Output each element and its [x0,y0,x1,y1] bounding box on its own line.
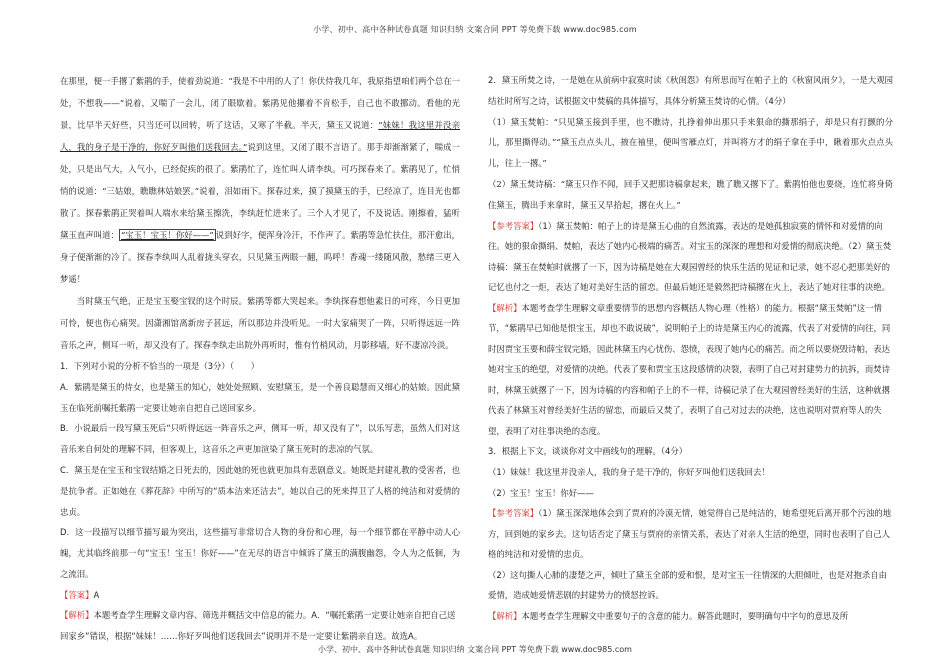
question-3-reference-answer [488,503,893,565]
question-3-analysis [488,606,893,627]
question-2-reference-answer [488,216,893,298]
passage-paragraph-1 [60,70,460,290]
question-1-answer [60,585,460,606]
question-1-option-b: B．小说最后一段写黛玉死后“只听得远远一阵音乐之声，侧耳一听，却又没有了”，以乐写悲，虽然人们对这音乐来自何处的理解不同，但客观上，这音乐之声更加渲染了黛玉死时的悲凉的气氛。 [60,423,460,455]
reference-answer-text: （1）黛玉深深地体会到了贾府的冷漠无情，她觉得自己是纯洁的，她希望死后离开那个污浊的地方，回到她的家乡去。这句话否定了黛玉与贾府的亲情关系，表达了对亲人生活的绝望，同时也表明了自己人格的纯洁和对爱情的忠贞。 [488,508,892,560]
question-2-analysis [488,298,893,442]
passage-paragraph-2: 当时黛玉气绝，正是宝玉娶宝钗的这个时辰。紫鹃等都大哭起来。李纨探春想他素日的可疼，今日更加可怜，便也伤心痛哭。因潇湘馆离新房子甚远，所以那边并没听见。一时大家痛哭了一阵，只听得远远一阵音乐之声，侧耳一听，却又没有了。探春李纨走出院外再听时，惟有竹梢风动，月影移墙，好不凄凉冷淡。 [60,296,460,350]
question-1-option-a: A．紫鹃是黛玉的侍女，也是黛玉的知心，她处处照顾、安慰黛玉，是一个善良聪慧而又细心的姑娘。因此黛玉在临死前嘱托紫鹃一定要让她亲自把自己送回家乡。 [60,381,460,413]
analysis-text: 本题考查学生理解文章内容、筛选并概括文中信息的能力。A．“嘱托紫鹃一定要让她亲自把自己送回家乡”错误，根据“妹妹！……你好歹叫他们送我回去”说明并不是一定要让紫鹃亲自送。故选A。 [60,610,456,641]
underlined-sentence-2: “宝玉！宝玉！你好——” [120,230,214,240]
question-3-sentence-1: （1）妹妹！我这里并没亲人，我的身子是干净的，你好歹叫他们送我回去！ [488,466,770,477]
analysis-label: 【解析】 [488,302,522,313]
underlined-sentence-1: “妹妹！我这里并没亲人，我的身子是干净的，你好歹叫他们送我回去。” [60,120,461,152]
question-1-stem: 1．下列对小说的分析不恰当的一项是（3分）（ ） [60,361,260,371]
question-2-source-1: （1）黛玉焚帕：“只见黛玉接到手里，也不瞧诗，扎挣着伸出那只手来狠命的撕那绢子，却是只有打颤的分儿，那里撕得动。”“黛玉点点头儿，掖在袖里，便叫雪雁点灯，并叫将方才的绢子拿在手中，瞅着那火点点头儿，往上一撂。” [488,116,893,169]
passage-text: 说到好字，便浑身冷汗，不作声了。紫鹃等急忙扶住，那汗愈出，身子便渐渐的冷了。探春李纨叫人乱着拢头穿衣，只见黛玉两眼一翻，呜呼！香魂一缕随风散，愁绪三更入梦遥！ [60,230,461,284]
page-header: 小学、初中、高中各种试卷真题 知识归纳 文案合同 PPT 等免费下载 www.doc985.com [313,25,637,34]
analysis-label: 【解析】 [60,610,94,621]
reference-answer-text: （1）黛玉焚帕：帕子上的诗是黛玉心曲的自然流露，表达的是她孤独寂寞的情怀和对爱情的向往。她的狠命撕绢、焚帕，表达了她内心极端的痛苦。对宝玉的深深的理想和对爱情的彻底决绝。（2）黛玉焚诗稿：黛玉在焚帕时就撂了一下，因为诗稿是她在大观园曾经的快乐生活的见证和记录，她不忍心把那美好的记忆也付之一炬，表达了她对美好生活的留恋。但最后她还是毅然把诗稿撂在火上，表达了她对往事的决绝。 [488,220,892,293]
question-3-sentence-2: （2）宝玉！宝玉！你好—— [488,487,594,498]
question-1-analysis [60,605,460,646]
question-2-source-2: （2）黛玉焚诗稿：“黛玉只作不闻，回手又把那诗稿拿起来，瞧了瞧又撂下了。紫鹃怕他也要烧，连忙将身倚住黛玉，腾出手来拿时，黛玉又早拾起，撂在火上。” [488,178,893,210]
passage-text: 说到这里，又闭了眼不言语了。那手却渐渐紧了，喘成一处，只是出气大，入气小，已经促疾的很了。紫鹃忙了，连忙叫人请李纨。可巧探春来了。紫鹃见了，忙悄悄的说道：“三姑娘，瞧瞧林姑娘罢。”说着，泪如雨下。探春过来，摸了摸黛玉的手，已经凉了，连目光也都散了。探春紫鹃正哭着叫人端水来给黛玉擦洗，李纨赶忙进来了。三个人才见了，不及说话。刚擦着，猛听黛玉直声叫道： [60,142,460,240]
right-column [488,70,893,626]
answer-value: A [93,589,100,600]
question-1-option-d: D．这一段描写以细节描写最为突出，这些描写非常切合人物的身份和心理，每一个细节都在平静中动人心魄，尤其临终前那一句“宝玉！宝玉！你好——”在无尽的语言中倾诉了黛玉的满腹幽怨，令人为之低徊，为之流泪。 [60,527,460,579]
passage-text: 在那里，便一手撂了紫鹃的手，使着劲说道：“我是不中用的人了！你伏侍我几年，我原指望咱们两个总在一处，不想我——”说着，又喘了一会儿，闭了眼歇着。紫鹃见他攥着不肯松手，自己也不敢挪动。看他的光景，比早半天好些，只当还可以回转，听了这话，又寒了半截。半天，黛玉又说道： [60,76,460,130]
page-footer: 小学、初中、高中各种试卷真题 知识归纳 文案合同 PPT 等免费下载 www.doc985.com [318,645,632,654]
reference-answer-label: 【参考答案】 [488,220,539,231]
question-3-reference-answer-2: （2）这句撕人心肺的凄楚之声，倾吐了黛玉全部的爱和恨，是对宝玉一往情深的大胆倾吐，也是对抱杀自由爱情，造成她爱情悲剧的封建势力的愤怒控诉。 [488,569,887,601]
reference-answer-label: 【参考答案】 [488,508,539,519]
analysis-label: 【解析】 [488,610,522,621]
question-3-stem: 3．根据上下文，谈谈你对文中画线句的理解。（4分） [488,446,688,457]
question-1-option-c: C．黛玉是在宝玉和宝钗结婚之日死去的，因此她的死也就更加具有悲剧意义。她既是封建礼教的受害者，也是抗争者。正如她在《葬花辞》中所写的“质本洁来还洁去”，她以自己的死来捍卫了人格的纯洁和对爱情的忠贞。 [60,464,460,517]
analysis-text: 本题考查学生理解文中重要句子的含意的能力。解答此题时，要明确句中字句的意思及所 [521,610,849,621]
analysis-text: 本题考查学生理解文章重要情节的思想内容概括人物心理（性格）的能力。根据“黛玉焚帕”这一情节，“紫鹃早已知他是恨宝玉，却也不敢说破”，说明帕子上的诗是黛玉内心的流露，代表了对爱情的向往，同时因贾宝玉要和薛宝钗完婚，因此林黛玉内心忧伤、怨愤，表现了她内心的痛苦。而之所以要烧毁诗帕，表达她对宝玉的绝望，对爱情的决绝。代表了要和贾宝玉这段感情的决裂，表明了自己对封建势力的抗拆，而焚诗时，林黛玉就撂了一下，因为诗稿的内容和帕子上的不一样，诗稿记录了在大观园曾经美好的生活，这种就撂代表了林黛玉对曾经美好生活的留恋，而最后又焚了，表明了自己对过去的决绝，这也说明对贾府等人的失望，表明了对往事决绝的态度。 [488,302,891,436]
question-2-stem: 2．黛玉所焚之诗，一是她在从前病中寂寞时读《秋闺怨》有所思而写在帕子上的《秋窗风雨夕》，一是大观园结社时所写之诗，试根据文中焚稿的具体描写，具体分析黛玉焚诗的心情。（4分） [488,75,893,106]
answer-label: 【答案】 [60,589,94,600]
left-column [60,70,460,646]
